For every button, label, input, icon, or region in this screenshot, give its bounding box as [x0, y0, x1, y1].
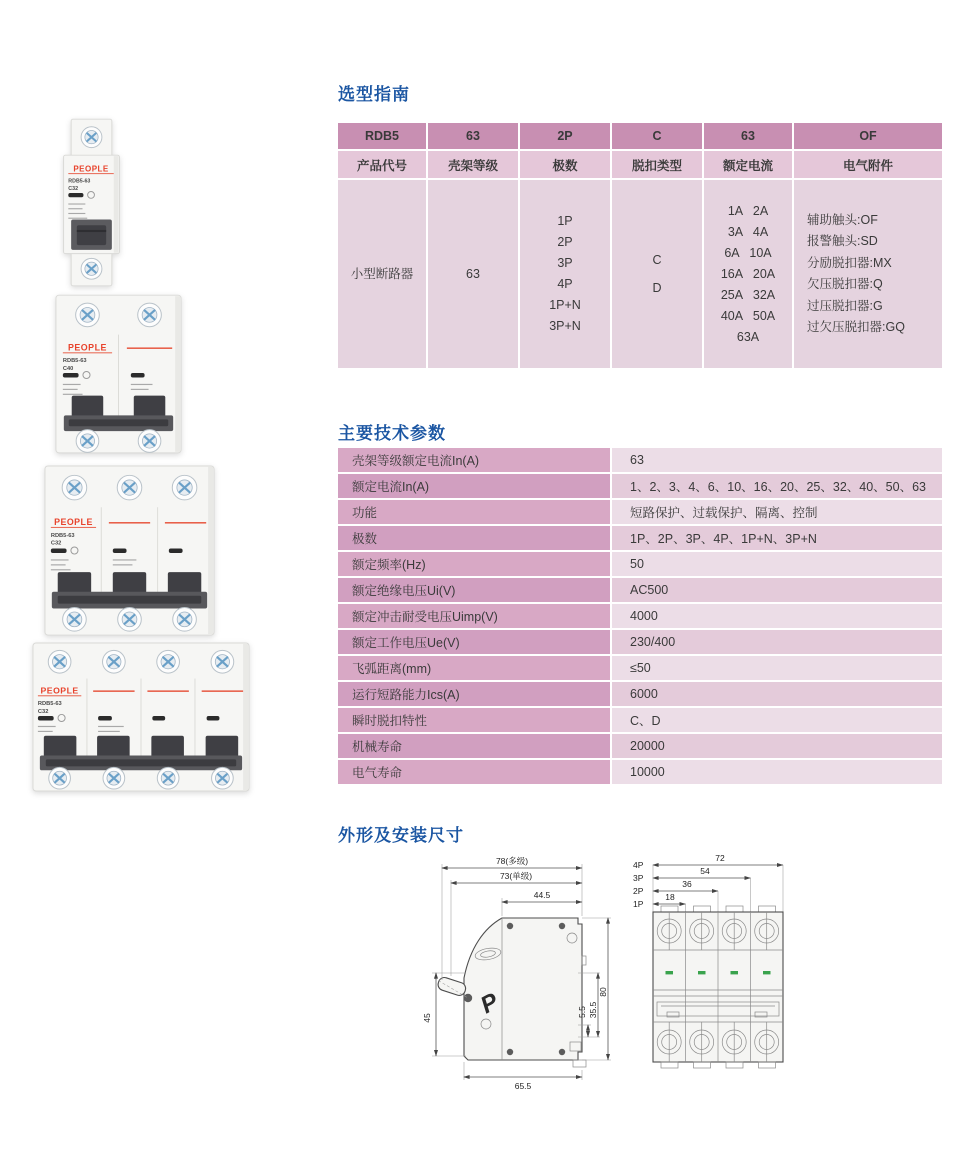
screw-bottom-icon: [76, 430, 99, 453]
svg-text:P: P: [476, 987, 503, 1020]
cell-product-name: 小型断路器: [338, 180, 426, 368]
screw-bottom-icon: [157, 767, 179, 789]
pole-label: 1P: [633, 899, 644, 909]
model-text: RDB5-63: [62, 358, 87, 365]
code-cell-series: RDB5: [338, 123, 426, 149]
code-cell-current: 63: [704, 123, 792, 149]
body-shading: [208, 467, 213, 634]
front-view-drawing: [625, 852, 797, 1082]
table-row: 瞬时脱扣特性 C、D: [338, 708, 942, 732]
brand-underline: [93, 690, 134, 692]
brand-underline: [147, 690, 188, 692]
body-shading: [114, 156, 119, 253]
cell-frame-rating: 63: [428, 180, 518, 368]
parameters-table: [338, 448, 942, 786]
section-title-selection-guide: 选型指南: [338, 85, 410, 105]
product-photo-1p-breaker: [56, 114, 127, 296]
cell-trip-types: C D: [612, 180, 702, 368]
screw-bottom-icon: [212, 767, 234, 789]
cell-accessories: 辅助触头:OF 报警触头:SD 分励脱扣器:MX 欠压脱扣器:Q 过压脱扣器:G 过欠压脱扣器:GQ: [794, 180, 942, 368]
screw-top-icon: [117, 475, 142, 500]
brand-underline: [202, 690, 243, 692]
label-row: [338, 151, 942, 178]
model-text: RDB5-63: [37, 701, 62, 708]
model-text: RDB5-63: [68, 178, 91, 185]
body-shading: [175, 296, 180, 452]
brand-underline: [127, 347, 172, 349]
brand-logo: PEOPLE: [54, 516, 93, 527]
section-title-dimensions: 外形及安装尺寸: [338, 826, 464, 846]
dim-rail-span: 35.5: [588, 1001, 598, 1019]
dimension-drawings: [400, 852, 820, 1102]
product-photo-3p-breaker: [42, 464, 217, 644]
cell-current-options: 1A 2A 3A 4A 6A 10A 16A 20A 25A 32A 40A 50A 63A: [704, 180, 792, 368]
pole-label: 3P: [633, 873, 644, 883]
screw-top-icon: [172, 475, 197, 500]
table-row: 额定频率(Hz) 50: [338, 552, 942, 576]
dim-top-width: 44.5: [533, 890, 551, 900]
dim-rail-offset: 5.5: [577, 1006, 587, 1018]
screw-bottom-icon: [103, 767, 125, 789]
table-row: 功能 短路保护、过载保护、隔离、控制: [338, 500, 942, 524]
table-row: 壳架等级额定电流In(A) 63: [338, 448, 942, 472]
screw-top-icon: [81, 127, 102, 148]
pole-label: 2P: [633, 886, 644, 896]
dim-face-height: 45: [422, 1013, 432, 1023]
screw-bottom-icon: [63, 608, 87, 632]
brand-logo: PEOPLE: [68, 342, 107, 353]
breaker-front-outline: [653, 906, 783, 1068]
selection-guide-table: [338, 123, 942, 368]
dim-width-single: 73(单级): [499, 871, 533, 881]
table-row: 额定绝缘电压Ui(V) AC500: [338, 578, 942, 602]
toggle-switch: [71, 220, 112, 250]
dim-width-1p: 18: [665, 892, 675, 902]
table-row: 额定冲击耐受电压Uimp(V) 4000: [338, 604, 942, 628]
screw-bottom-icon: [118, 608, 142, 632]
toggle-lever: [434, 976, 468, 998]
rating-text: C32: [68, 186, 79, 193]
dim-total-height: 80: [598, 987, 608, 997]
product-photo-2p-breaker: [52, 293, 185, 461]
code-cell-trip: C: [612, 123, 702, 149]
screw-top-icon: [211, 650, 234, 673]
rating-text: C32: [37, 709, 49, 716]
screw-top-icon: [103, 650, 126, 673]
model-text: RDB5-63: [50, 532, 75, 539]
screw-top-icon: [48, 650, 71, 673]
product-photo-4p-breaker: [30, 641, 252, 799]
breaker-side-profile: [464, 918, 582, 1060]
code-row: [338, 123, 942, 149]
dim-width-4p: 72: [715, 853, 725, 863]
code-cell-accessory: OF: [794, 123, 942, 149]
label-cell-current: 额定电流: [704, 151, 792, 178]
dim-width-2p: 36: [682, 879, 692, 889]
table-row: 飞弧距离(mm) ≤50: [338, 656, 942, 680]
screw-bottom-icon: [173, 608, 197, 632]
code-cell-frame: 63: [428, 123, 518, 149]
table-row: 极数 1P、2P、3P、4P、1P+N、3P+N: [338, 526, 942, 550]
screw-top-icon: [62, 475, 87, 500]
brand-logo: PEOPLE: [73, 164, 109, 174]
screw-top-icon: [138, 303, 162, 327]
code-cell-poles: 2P: [520, 123, 610, 149]
label-cell-accessory: 电气附件: [794, 151, 942, 178]
table-row: 运行短路能力Ics(A) 6000: [338, 682, 942, 706]
toggle-switch: [52, 572, 207, 608]
screw-bottom-icon: [81, 258, 102, 279]
dim-width-3p: 54: [700, 866, 710, 876]
screw-top-icon: [157, 650, 180, 673]
section-title-parameters: 主要技术参数: [338, 424, 446, 444]
screw-top-icon: [76, 303, 100, 327]
dim-base-width: 65.5: [514, 1081, 532, 1091]
rating-text: C32: [50, 540, 62, 547]
breaker-2p-graphic: [52, 293, 185, 456]
label-cell-trip: 脱扣类型: [612, 151, 702, 178]
brand-underline: [165, 522, 206, 524]
table-row: 额定工作电压Ue(V) 230/400: [338, 630, 942, 654]
label-cell-poles: 极数: [520, 151, 610, 178]
cell-pole-options: 1P 2P 3P 4P 1P+N 3P+N: [520, 180, 610, 368]
side-view-drawing: [410, 852, 615, 1092]
breaker-1p-graphic: [56, 114, 127, 291]
spec-window: [68, 193, 83, 197]
rating-text: C40: [62, 366, 74, 373]
body-shading: [243, 644, 248, 790]
dim-width-multi: 78(多级): [495, 856, 529, 866]
breaker-4p-graphic: [30, 641, 252, 794]
breaker-3p-graphic: [42, 464, 217, 639]
screw-bottom-icon: [49, 767, 71, 789]
brand-logo: PEOPLE: [40, 685, 79, 696]
options-row: [338, 180, 942, 368]
table-row: 电气寿命 10000: [338, 760, 942, 784]
label-cell-series: 产品代号: [338, 151, 426, 178]
label-cell-frame: 壳架等级: [428, 151, 518, 178]
brand-underline: [109, 522, 150, 524]
screw-bottom-icon: [138, 430, 161, 453]
brand-underline: [68, 173, 113, 174]
table-row: 额定电流In(A) 1、2、3、4、6、10、16、20、25、32、40、50、63: [338, 474, 942, 498]
pole-label: 4P: [633, 860, 644, 870]
table-row: 机械寿命 20000: [338, 734, 942, 758]
